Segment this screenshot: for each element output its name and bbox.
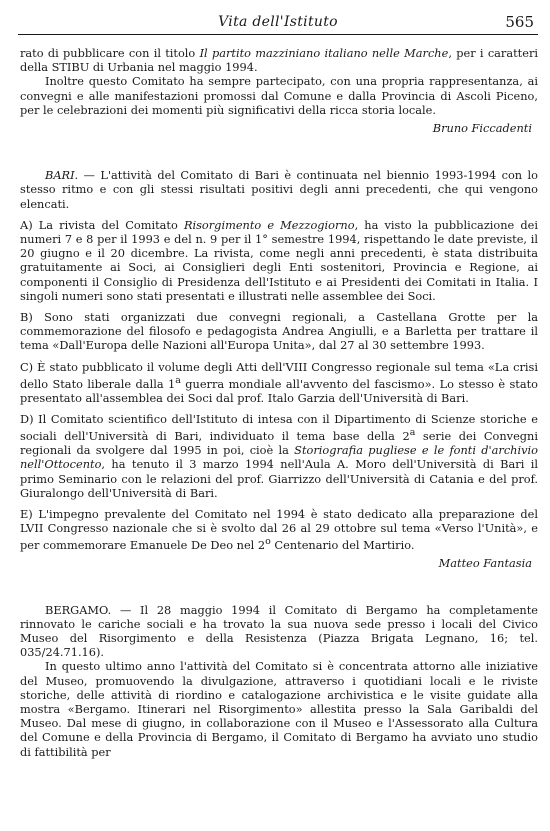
list-item: B) Sono stati organizzati due convegni regionali, a Castellana Grotte per la commemorazione del filosofo e pedagogista Andrea Angiulli, e a Barletta per trattare il tema «Dall'Europa delle Nazioni all'Europa Unita», dal 27 al 30 settembre 1993. bbox=[20, 310, 538, 353]
page-number: 565 bbox=[505, 13, 534, 31]
text: guerra mondiale all'avvento del fascismo». Lo stesso è stato presentato all'assemblea dei Soci dal prof. Italo Garzia dell'Università di Bari. bbox=[20, 376, 538, 405]
page-body bbox=[20, 46, 538, 759]
text: C) È stato pubblicato il volume degli Atti dell'VIII Congresso regionale sul tema «La crisi dello Stato liberale dalla 1 bbox=[20, 359, 538, 391]
list-item bbox=[20, 218, 538, 303]
signature: Bruno Ficcadenti bbox=[432, 121, 532, 136]
list-item bbox=[20, 412, 538, 500]
text: Centenario del Martirio. bbox=[270, 538, 415, 553]
seminar-title: Storiografia pugliese e le fonti d'archivio nell'Ottocento bbox=[20, 443, 538, 472]
paragraph: In questo ultimo anno l'attività del Comitato si è concentrata attorno alle iniziative del Museo, promuovendo la divulgazione, attraverso i quotidiani locali e le riviste storiche, delle attività di riordino e catalogazione archivistica e le visite guidate alla mostra «Bergamo. Itinerari nel Risorgimento» allestita presso la Sala Garibaldi del Museo. Dal mese di giugno, in collaborazione con il Museo e l'Assessorato alla Cultura del Comune e della Provincia di Bergamo, il Comitato di Bergamo ha avviato uno studio di fattibilità per bbox=[20, 659, 538, 759]
text: E) L'impegno prevalente del Comitato nel 1994 è stato dedicato alla preparazione del LVII Congresso nazionale che si è svolto dal 26 al 29 ottobre sul tema «Verso l'Unità», e per commemorare Emanuele De Deo nel 2 bbox=[20, 507, 538, 553]
section-spacer bbox=[20, 135, 538, 168]
city-heading: BARI. bbox=[45, 168, 79, 183]
superscript: a bbox=[175, 374, 181, 386]
book-title: Il partito mazziniano italiano nelle Marche bbox=[199, 46, 449, 60]
list-item bbox=[20, 360, 538, 405]
paragraph bbox=[20, 46, 538, 74]
running-header bbox=[18, 12, 538, 35]
paragraph: Inoltre questo Comitato ha sempre partecipato, con una propria rappresentanza, ai convegni e alle manifestazioni promossi dal Comune e dalla Provincia di Ascoli Piceno, per le celebrazioni dei momenti più significativi della ricca storia locale. bbox=[20, 74, 538, 117]
section-intro-bergamo bbox=[20, 603, 538, 660]
section-intro-bari bbox=[20, 168, 538, 211]
text: , ha tenuto il 3 marzo 1994 nell'Aula A. Moro dell'Università di Bari il primo Seminario con le relazioni del prof. Giarrizzo dell'Università di Catania e del prof. Giuralongo dell'Università di Bari. bbox=[20, 457, 538, 500]
section-spacer bbox=[20, 571, 538, 603]
signature: Matteo Fantasia bbox=[438, 556, 532, 571]
superscript: o bbox=[265, 536, 271, 548]
text: A) La rivista del Comitato bbox=[20, 217, 184, 232]
superscript: a bbox=[409, 427, 416, 439]
text: — Il 28 maggio 1994 il Comitato di Bergamo ha completamente rinnovato le cariche sociali e ha trovato la sua nuova sede presso i locali del Civico Museo del Risorgimento e della Resistenza (Piazza Brigata Legnano, 16; tel. 035/24.71.16). bbox=[20, 602, 538, 660]
journal-title: Risorgimento e Mezzogiorno bbox=[183, 217, 355, 232]
text: serie dei Convegni regionali da svolgere dal 1995 in poi, cioè la bbox=[20, 429, 538, 458]
text: rato di pubblicare con il titolo bbox=[20, 46, 200, 60]
text: D) Il Comitato scientifico dell'Istituto di intesa con il Dipartimento di Scienze storiche e sociali dell'Università di Bari, individuato il tema base della 2 bbox=[20, 412, 538, 444]
list-item bbox=[20, 507, 538, 552]
text: , ha visto la pubblicazione dei numeri 7 e 8 per il 1993 e del n. 9 per il 1° semestre 1994, rispettando le date previste, il 20 giugno e il 20 dicembre. La rivista, come negli anni precedenti, è stata distribuita gratuitamente ai Soci, ai Consiglieri degli Enti sostenitori, Provincia e Regione, ai componenti il Consiglio di Presidenza dell'Istituto e ai Presidenti dei Comitati in Italia. I singoli numeri sono stati presentati e illustrati nelle assemblee dei Soci. bbox=[20, 217, 538, 303]
city-heading: BERGAMO. bbox=[45, 602, 112, 617]
text: — L'attività del Comitato di Bari è continuata nel biennio 1993-1994 con lo stesso ritmo e con gli stessi risultati positivi degli anni precedenti, che qui vengono elencati. bbox=[20, 168, 538, 211]
running-title: Vita dell'Istituto bbox=[218, 14, 338, 30]
text: , per i caratteri della STIBU di Urbania nel maggio 1994. bbox=[20, 46, 538, 75]
